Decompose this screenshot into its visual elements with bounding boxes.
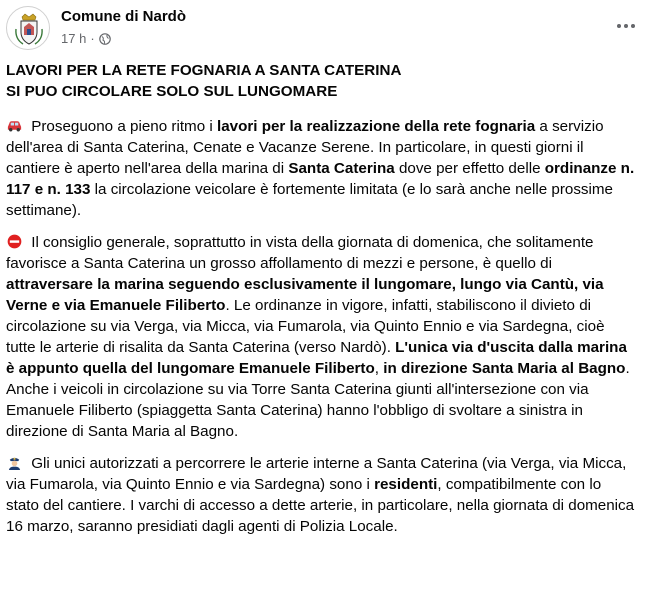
title-line-1: LAVORI PER LA RETE FOGNARIA A SANTA CATERINA <box>6 62 402 79</box>
globe-icon[interactable] <box>99 33 111 45</box>
p1-text-1: Proseguono a pieno ritmo i <box>27 118 217 135</box>
p1-text-2: a servizio dell'area di Santa Caterina, Cenate e Vacanze Serene. In particolare, in questi giorni il cantiere è aperto nell'area della marina di <box>6 118 604 177</box>
paragraph-3 <box>6 453 636 537</box>
post-header <box>6 6 650 56</box>
p2-bold-3: in direzione Santa Maria al Bagno <box>383 360 626 377</box>
p3-bold-1: residenti <box>374 476 438 493</box>
p1-text-3: dove per effetto delle <box>394 160 545 177</box>
p3-text-2: , compatibilmente con lo stato del cantiere. I varchi di accesso a dette arterie, in particolare, nella giornata di domenica 16 marzo, saranno presidiati dagli agenti di Polizia Locale. <box>6 476 635 535</box>
page-name-link[interactable]: Comune di Nardò <box>61 8 187 25</box>
post-content <box>6 60 636 548</box>
p1-bold-1: lavori per la realizzazione della rete fognaria <box>216 118 536 135</box>
paragraph-2 <box>6 232 636 442</box>
p1-bold-3: ordinanze n. 117 e n. 133 <box>6 160 635 198</box>
no-entry-icon <box>6 234 23 249</box>
p2-text-4: . Anche i veicoli in circolazione su via Torre Santa Caterina giunti all'intersezione con via Emanuele Filiberto (spiaggetta Santa Caterina) hanno l'obbligo di svoltare a sinistra in direzione di Santa Maria al Bagno. <box>6 360 630 440</box>
more-options-icon[interactable] <box>614 14 638 38</box>
car-icon <box>6 118 23 133</box>
meta-separator: · <box>90 31 95 46</box>
post-meta <box>61 31 111 46</box>
p1-text-4: la circolazione veicolare è fortemente limitata (e lo sarà anche nelle prossime settimane). <box>6 181 613 219</box>
p2-bold-2: L'unica via d'uscita dalla marina è appunto quella del lungomare Emanuele Filiberto <box>6 339 627 377</box>
coat-of-arms-icon <box>7 7 50 50</box>
p2-text-2: . Le ordinanze in vigore, infatti, stabiliscono il divieto di circolazione su via Verga, via Micca, via Fumarola, via Quinto Ennio e via Sardegna, cioè tutte le arterie di risalita da Santa Caterina (verso Nardò). <box>6 297 605 356</box>
p2-text-1: Il consiglio generale, soprattutto in vista della giornata di domenica, che solitamente favorisce a Santa Caterina un grosso affollamento di mezzi e persone, è quello di <box>6 234 594 272</box>
post-time[interactable]: 17 h <box>61 31 87 46</box>
p1-bold-2: Santa Caterina <box>288 160 395 177</box>
p2-bold-1: attraversare la marina seguendo esclusivamente il lungomare, lungo via Cantù, via Verne e via Emanuele Filiberto <box>6 276 604 314</box>
post-title <box>6 60 636 102</box>
p2-text-3: , <box>374 360 384 377</box>
p3-text-1: Gli unici autorizzati a percorrere le arterie interne a Santa Caterina (via Verga, via Micca, via Fumarola, via Quinto Ennio e via Sardegna) sono i <box>6 455 627 493</box>
police-officer-icon <box>6 455 23 470</box>
title-line-2: SI PUO CIRCOLARE SOLO SUL LUNGOMARE <box>6 83 338 100</box>
page-avatar[interactable] <box>6 6 50 50</box>
paragraph-1 <box>6 116 636 221</box>
